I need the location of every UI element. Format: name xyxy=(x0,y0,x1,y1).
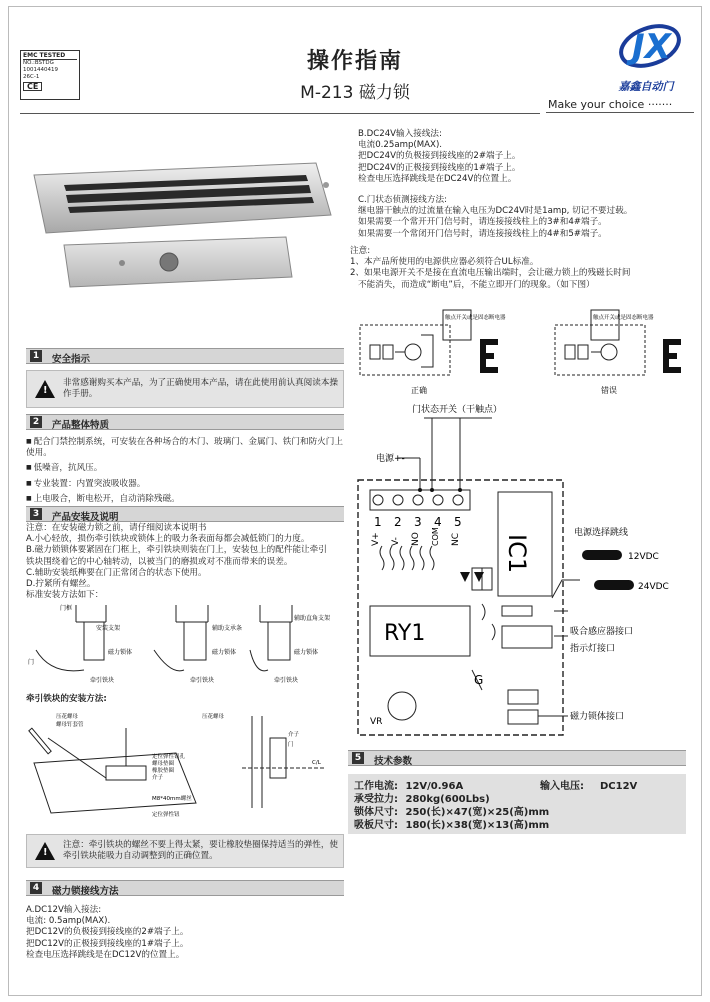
spec-label: 输入电压: xyxy=(540,781,584,792)
sensor-interface-label: 吸合感应器接口 xyxy=(570,627,634,637)
emc-code1: 1001440419 xyxy=(23,67,58,73)
ce-mark: CE xyxy=(23,82,42,91)
door-status-title: C.门状态侦测接线方法: xyxy=(358,195,447,205)
label-plate: 牵引铁块 xyxy=(90,677,115,684)
label-door: 门 xyxy=(28,659,35,666)
text-line: D.拧紧所有螺丝。 xyxy=(26,579,96,590)
plate-install-diagram xyxy=(26,708,348,820)
text-line: 1、本产品所使用的电源供应器必须符合UL标准。 xyxy=(350,257,539,268)
dc24-title: B.DC24V输入接线法: xyxy=(358,129,442,139)
text-line: A.小心轻放，损伤牵引铁块或锁体上的吸力条表面每都会减低锁门的力度。 xyxy=(26,534,310,545)
terminal-3: 3 xyxy=(414,515,422,529)
label-bracket: 安装支架 xyxy=(96,625,121,632)
slogan: Make your choice ······· xyxy=(548,98,673,111)
label-screw: M8*40mm螺丝 xyxy=(152,796,192,802)
text-line: 把DC24V的负极接到接线座的2#端子上。 xyxy=(358,151,521,162)
label-door-frame: 门框 xyxy=(60,605,73,612)
terminal-label-com: COM xyxy=(431,527,440,546)
text-line: 不能消失，而造成“断电”后，不能立即开门的现象。（如下图） xyxy=(358,279,595,290)
door-switch-label: 门状态开关（干触点） xyxy=(412,405,503,415)
label-spring-hole: 定位弹性钮孔 xyxy=(152,754,186,760)
spec-value: 180(长)×38(宽)×13(高)mm xyxy=(405,820,550,831)
text-line: 如果需要一个常闭开门信号时，请连接接线柱上的4#和5#端子。 xyxy=(358,228,607,239)
spec-value: 280kg(600Lbs) xyxy=(405,794,490,805)
section-3-header xyxy=(26,506,344,522)
section-title: 磁力锁接线方法 xyxy=(52,886,119,897)
brand-logo xyxy=(610,14,690,74)
label-aux-bracket: 辅助支承条 xyxy=(212,625,243,632)
plate-install-title: 牵引铁块的安装方法: xyxy=(26,694,107,704)
text-line: 把DC12V的正极接到接线座的1#端子上。 xyxy=(26,938,189,949)
section-title: 产品整体特质 xyxy=(52,420,110,431)
correct-label: 正确 xyxy=(411,386,427,395)
jumper-title: 电源选择跳线 xyxy=(574,528,629,538)
label-lock-body-2: 磁力锁体 xyxy=(212,649,237,656)
spec-row xyxy=(354,780,680,793)
spec-row xyxy=(354,806,680,819)
spec-value: DC12V xyxy=(600,781,638,792)
label-plate-2: 牵引铁块 xyxy=(190,677,215,684)
terminal-5: 5 xyxy=(454,515,462,529)
warning-text: 注意：牵引铁块的螺丝不要上得太紧，要让橡胶垫圈保持适当的弹性，使牵引铁块能吸力自动调整到的正确位置。 xyxy=(63,840,339,862)
section-1-header xyxy=(26,348,344,364)
diagram-label-a: 触点开关或是固态断电器 xyxy=(445,315,506,321)
label-pad: 橡胶垫圈 xyxy=(152,768,175,774)
svg-text:JX: JX xyxy=(632,27,671,67)
page-title: 操作指南 xyxy=(306,49,403,74)
lock-interface-label: 磁力锁体接口 xyxy=(570,712,625,722)
label-cl: C/L xyxy=(312,760,321,766)
spec-label: 工作电流: xyxy=(354,781,398,792)
warning-icon: ! xyxy=(35,842,55,860)
jumper-12v: 12VDC xyxy=(628,552,659,562)
spec-value: 250(长)×47(宽)×25(高)mm xyxy=(405,807,550,818)
spec-row xyxy=(354,793,680,806)
text-line: 把DC12V的负极接到接线座的2#端子上。 xyxy=(26,927,189,938)
header-rule xyxy=(546,112,694,113)
text-line: 注意：在安装磁力锁之前，请仔细阅读本说明书 xyxy=(26,523,207,533)
jumper-24v: 24VDC xyxy=(638,582,669,592)
diagram-label-b: 触点开关或是固态断电器 xyxy=(593,315,654,321)
warning-icon: ! xyxy=(35,380,55,398)
text-line: 2、如果电源开关不是接在直流电压输出端时，会让磁力锁上的残磁长时间 xyxy=(350,268,631,279)
text-line: 电流: 0.5amp(MAX). xyxy=(26,916,111,927)
label-sleeve: 螺母钉套管 xyxy=(56,722,84,728)
product-photo xyxy=(26,145,346,295)
features-list xyxy=(26,436,348,505)
label-nut: 压花螺母 xyxy=(56,714,79,720)
g-label: G xyxy=(474,673,484,687)
section-number: 5 xyxy=(352,752,364,764)
label-plate-3: 牵引铁块 xyxy=(274,677,299,684)
text-line: 继电器干触点的过流量在输入电压为DC24V时是1amp, 切记不要过载。 xyxy=(358,206,633,217)
tech-specs xyxy=(348,774,686,834)
emc-no: NO.:BSTDG xyxy=(23,60,54,66)
text-line: 如果需要一个常开开门信号时，请连接接线柱上的3#和4#端子。 xyxy=(358,217,607,228)
header-rule-left xyxy=(20,113,540,114)
wrong-label: 错误 xyxy=(601,386,617,395)
dc24-wiring xyxy=(358,129,698,185)
terminal-label-vminus: V- xyxy=(391,537,401,546)
emc-label xyxy=(20,50,80,100)
dc12-title: A.DC12V输入接法: xyxy=(26,905,102,915)
section-title: 产品安装及说明 xyxy=(52,512,119,523)
feature-item: ■ 低噪音，抗风压。 xyxy=(26,462,348,474)
spec-label: 吸板尺寸: xyxy=(354,820,398,831)
text-line: C.辅助安装纸榫要在门正常闭合的状态下使用。 xyxy=(26,567,207,578)
emc-title: EMC TESTED xyxy=(23,52,77,60)
section-title: 技术参数 xyxy=(374,756,413,767)
note-block xyxy=(350,246,700,291)
spec-row xyxy=(354,819,680,832)
door-status-wiring xyxy=(358,195,698,240)
text-line: 标准安装方法如下： xyxy=(26,590,104,601)
brand-name: 嘉鑫自动门 xyxy=(618,80,674,93)
feature-item: ■ 专业装置：内置突波吸收器。 xyxy=(26,478,348,490)
label-door2: 介子 xyxy=(152,775,164,781)
wiring-comparison-diagram xyxy=(355,305,695,400)
label-angle-bracket: 辅助直角支架 xyxy=(294,615,331,622)
text-line: 检查电压选择跳线是在DC12V的位置上。 xyxy=(26,949,185,960)
text-line: 铁块围绕着它的中心轴转动，以被当门的磨损或对不准而带来的误差。 xyxy=(26,556,293,567)
label-lock-body-3: 磁力锁体 xyxy=(294,649,319,656)
spec-label: 锁体尺寸: xyxy=(354,807,398,818)
label-washer2: 介子 xyxy=(288,732,300,738)
label-lock-body: 磁力锁体 xyxy=(108,649,133,656)
feature-item: ■ 配合门禁控制系统，可安装在各种场合的木门、玻璃门、金属门、铁门和防火门上使用。 xyxy=(26,436,348,459)
indicator-interface-label: 指示灯接口 xyxy=(570,644,616,654)
section-number: 1 xyxy=(30,350,42,362)
section-4-header xyxy=(26,880,344,896)
page-subtitle: M-213 磁力锁 xyxy=(300,83,410,103)
section-number: 4 xyxy=(30,882,42,894)
section-title: 安全指示 xyxy=(52,354,91,365)
warning-text: 非常感谢购买本产品，为了正确使用本产品，请在此使用前认真阅读本操作手册。 xyxy=(63,378,339,400)
note-title: 注意: xyxy=(350,246,371,256)
vr-label: VR xyxy=(370,717,383,727)
terminal-1: 1 xyxy=(374,515,382,529)
relay-label: RY1 xyxy=(384,621,426,646)
circuit-board-diagram xyxy=(352,400,698,745)
feature-item: ■ 上电吸合，断电松开，自动消除残磁。 xyxy=(26,493,348,505)
label-washer: 螺母垫圈 xyxy=(152,761,175,767)
text-line: 电流0.25amp(MAX). xyxy=(358,140,443,151)
install-method-diagram xyxy=(26,600,348,690)
label-pin: 定位弹性钮 xyxy=(152,812,180,818)
emc-code2: 26C-1 xyxy=(23,74,40,80)
text-line: 把DC24V的正极接到接线座的1#端子上。 xyxy=(358,162,521,173)
section-number: 3 xyxy=(30,508,42,520)
section-5-header xyxy=(348,750,686,766)
plate-warning xyxy=(26,834,344,868)
spec-label: 承受拉力: xyxy=(354,794,398,805)
power-label: 电源+- xyxy=(376,454,405,464)
label-nut2: 压花螺母 xyxy=(202,714,225,720)
safety-warning xyxy=(26,370,344,408)
label-door3: 门 xyxy=(288,742,294,748)
section-number: 2 xyxy=(30,416,42,428)
section-2-header xyxy=(26,414,344,430)
install-notes xyxy=(26,523,348,601)
terminal-2: 2 xyxy=(394,515,402,529)
terminal-label-vplus: V+ xyxy=(371,532,381,546)
text-line: 检查电压选择跳线是在DC24V的位置上。 xyxy=(358,173,517,184)
terminal-label-nc: NC xyxy=(451,532,461,546)
spec-value: 12V/0.96A xyxy=(405,781,464,792)
ic-label: IC1 xyxy=(503,534,531,574)
dc12-wiring xyxy=(26,905,348,961)
text-line: B.磁力锁锁体要紧固在门框上，牵引铁块则装在门上，安装包上的配件能让牵引 xyxy=(26,545,327,556)
terminal-label-no: NO xyxy=(411,532,421,546)
terminal-4: 4 xyxy=(434,515,442,529)
